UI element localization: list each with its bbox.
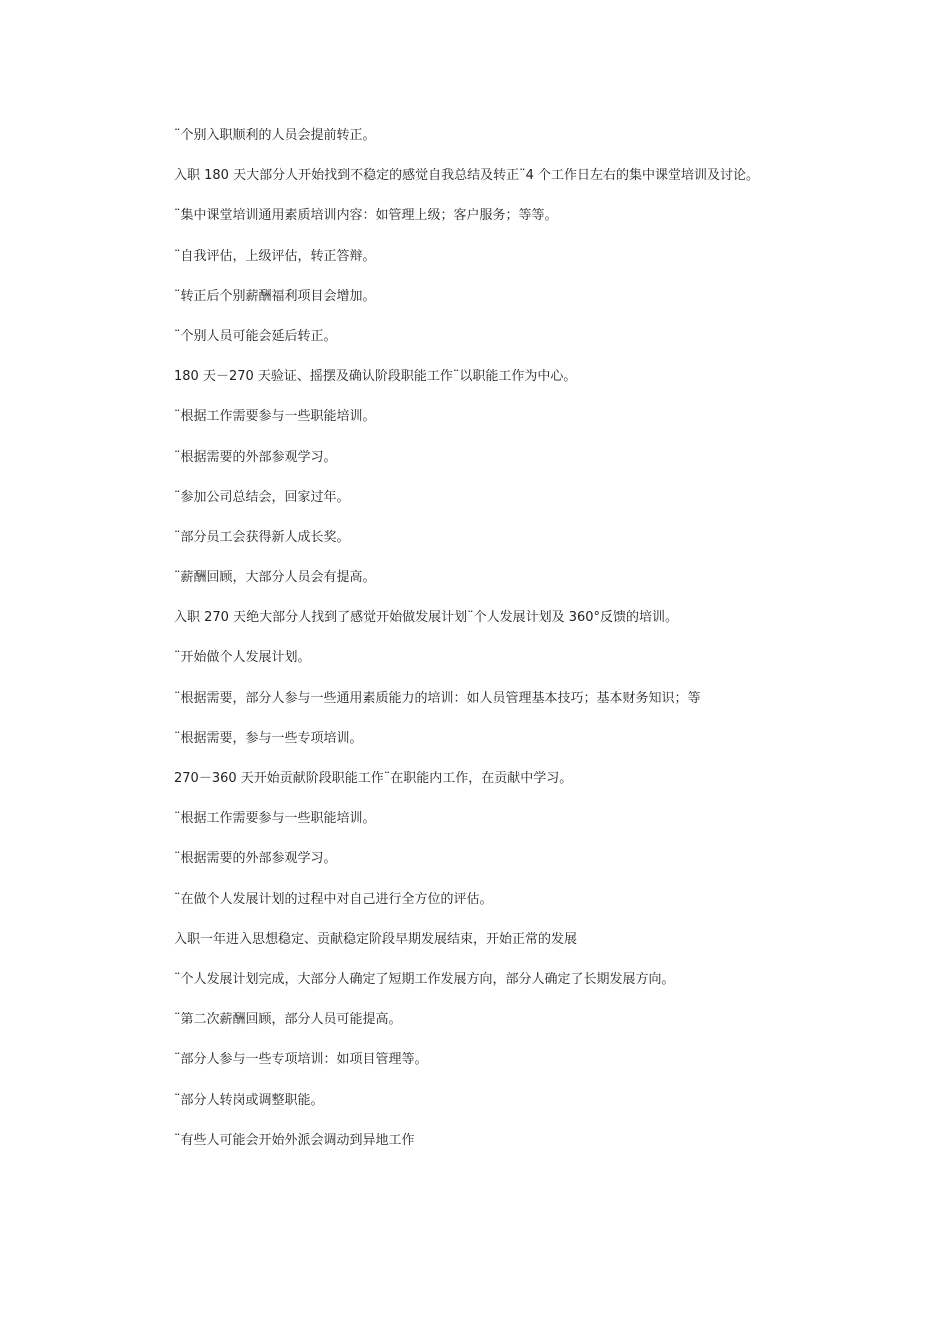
- text-line: 入职 270 天绝大部分人找到了感觉开始做发展计划¨个人发展计划及 360°反馈的培训。: [174, 610, 679, 626]
- text-line: ¨薪酬回顾，大部分人员会有提高。: [174, 570, 376, 586]
- text-line: ¨转正后个别薪酬福利项目会增加。: [174, 288, 376, 304]
- text-line: 180 天－270 天验证、摇摆及确认阶段职能工作¨以职能工作为中心。: [174, 369, 577, 385]
- text-line: ¨根据需要的外部参观学习。: [174, 449, 337, 465]
- text-line: 入职一年进入思想稳定、贡献稳定阶段早期发展结束，开始正常的发展: [174, 931, 578, 947]
- text-line: ¨个别入职顺利的人员会提前转正。: [174, 128, 376, 143]
- text-line: 270－360 天开始贡献阶段职能工作¨在职能内工作，在贡献中学习。: [174, 771, 573, 786]
- text-line: ¨有些人可能会开始外派会调动到异地工作: [174, 1132, 415, 1148]
- text-line: ¨参加公司总结会，回家过年。: [174, 489, 350, 505]
- text-line: ¨部分员工会获得新人成长奖。: [174, 529, 350, 545]
- text-line: ¨根据需要的外部参观学习。: [174, 851, 337, 867]
- text-line: ¨根据工作需要参与一些职能培训。: [174, 811, 376, 827]
- text-line: ¨个人发展计划完成，大部分人确定了短期工作发展方向，部分人确定了长期发展方向。: [174, 971, 675, 987]
- text-line: ¨部分人转岗或调整职能。: [174, 1092, 324, 1108]
- text-line: ¨根据需要，部分人参与一些通用素质能力的培训：如人员管理基本技巧；基本财务知识；等: [174, 690, 701, 706]
- text-line: ¨在做个人发展计划的过程中对自己进行全方位的评估。: [174, 891, 493, 907]
- text-line: ¨自我评估，上级评估，转正答辩。: [174, 248, 376, 264]
- text-line: ¨开始做个人发展计划。: [174, 650, 311, 666]
- text-line: 入职 180 天大部分人开始找到不稳定的感觉自我总结及转正¨4 个工作日左右的集中课堂培训及讨论。: [174, 168, 759, 184]
- text-line: ¨部分人参与一些专项培训：如项目管理等。: [174, 1052, 428, 1068]
- text-line: ¨根据需要，参与一些专项培训。: [174, 730, 363, 746]
- text-line: ¨集中课堂培训通用素质培训内容：如管理上级；客户服务；等等。: [174, 208, 558, 224]
- text-line: ¨第二次薪酬回顾，部分人员可能提高。: [174, 1012, 402, 1028]
- text-line: ¨个别人员可能会延后转正。: [174, 328, 337, 344]
- text-line: ¨根据工作需要参与一些职能培训。: [174, 409, 376, 425]
- document-body: [174, 126, 914, 1171]
